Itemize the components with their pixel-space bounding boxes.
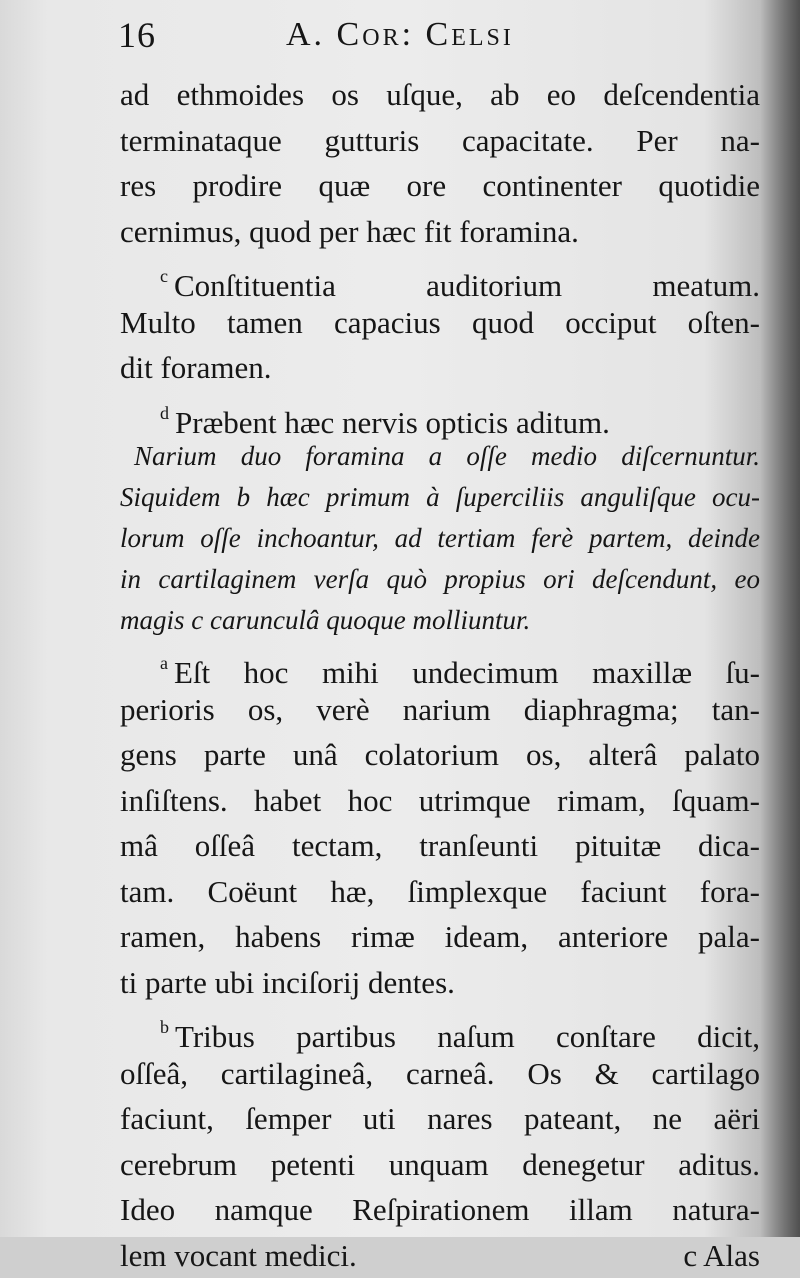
line-text: terminataque gutturis capacitate. Per na- xyxy=(120,123,760,158)
line-text: Multo tamen capacius quod occiput oſten- xyxy=(120,305,760,340)
line-text: dit foramen. xyxy=(120,350,272,385)
line-text: ti parte ubi inciſorij dentes. xyxy=(120,965,455,1000)
page-header xyxy=(118,14,758,64)
text-line xyxy=(120,914,760,960)
line-text: res prodire quæ ore continenter quotidie xyxy=(120,168,760,203)
text-line xyxy=(120,641,760,687)
text-line xyxy=(120,300,760,346)
note-marker: a xyxy=(160,653,168,673)
line-text: mâ oſſeâ tectam, tranſeunti pituitæ dica- xyxy=(120,828,760,863)
line-text: inſiſtens. habet hoc utrimque rimam, ſquam- xyxy=(120,783,760,818)
text-line xyxy=(120,477,760,518)
text-line xyxy=(120,72,760,118)
text-line xyxy=(120,118,760,164)
text-line xyxy=(120,209,760,255)
line-text: Eſt hoc mihi undecimum maxillæ ſu- xyxy=(174,655,760,690)
page-number: 16 xyxy=(118,14,156,56)
text-line xyxy=(120,1096,760,1142)
line-text: tam. Coëunt hæ, ſimplexque faciunt fora- xyxy=(120,874,760,909)
text-line xyxy=(120,163,760,209)
line-text: magis c carunculâ quoque molliuntur. xyxy=(120,605,530,635)
line-text: cerebrum petenti unquam denegetur aditus. xyxy=(120,1147,760,1182)
line-text: Conſtituentia auditorium meatum. xyxy=(174,268,760,303)
note-marker: d xyxy=(160,403,169,423)
text-line xyxy=(120,1051,760,1097)
running-head: A. Cor: Celsi xyxy=(286,16,514,54)
note-marker: c xyxy=(160,266,168,286)
line-text: lem vocant medici. xyxy=(120,1238,357,1273)
text-line xyxy=(120,518,760,559)
text-line xyxy=(120,778,760,824)
line-text: oſſeâ, cartilagineâ, carneâ. Os & cartilago xyxy=(120,1056,760,1091)
note-marker: b xyxy=(160,1017,169,1037)
line-text: Siquidem b hæc primum à ſuperciliis anguliſque ocu- xyxy=(120,482,760,512)
line-text: ad ethmoides os uſque, ab eo deſcendentia xyxy=(120,77,760,112)
text-line xyxy=(120,559,760,600)
text-line xyxy=(120,687,760,733)
text-line xyxy=(120,960,760,1006)
line-text: gens parte unâ colatorium os, alterâ palato xyxy=(120,737,760,772)
text-line xyxy=(120,345,760,391)
line-text: faciunt, ſemper uti nares pateant, ne aëri xyxy=(120,1101,760,1136)
text-line xyxy=(120,391,760,437)
line-text: Ideo namque Reſpirationem illam natura- xyxy=(120,1192,760,1227)
text-line xyxy=(120,254,760,300)
line-text: lorum oſſe inchoantur, ad tertiam ferè partem, deinde xyxy=(120,523,760,553)
line-text: in cartilaginem verſa quò propius ori deſcendunt, eo xyxy=(120,564,760,594)
text-line xyxy=(120,869,760,915)
line-text: perioris os, verè narium diaphragma; tan- xyxy=(120,692,760,727)
text-line xyxy=(120,1005,760,1051)
text-line xyxy=(120,823,760,869)
line-text: Tribus partibus naſum conſtare dicit, xyxy=(175,1019,760,1054)
binding-shadow xyxy=(760,0,800,1237)
line-text: Narium duo foramina a oſſe medio diſcernuntur. xyxy=(134,441,760,471)
text-line xyxy=(120,436,760,477)
catchword: c Alas xyxy=(120,1233,760,1278)
text-line xyxy=(120,1187,760,1233)
line-text: Præbent hæc nervis opticis aditum. xyxy=(175,405,610,440)
line-text: ramen, habens rimæ ideam, anteriore pala- xyxy=(120,919,760,954)
text-line xyxy=(120,600,760,641)
body-text xyxy=(120,72,760,1278)
text-line xyxy=(120,732,760,778)
text-line xyxy=(120,1142,760,1188)
line-text: cernimus, quod per hæc fit foramina. xyxy=(120,214,579,249)
